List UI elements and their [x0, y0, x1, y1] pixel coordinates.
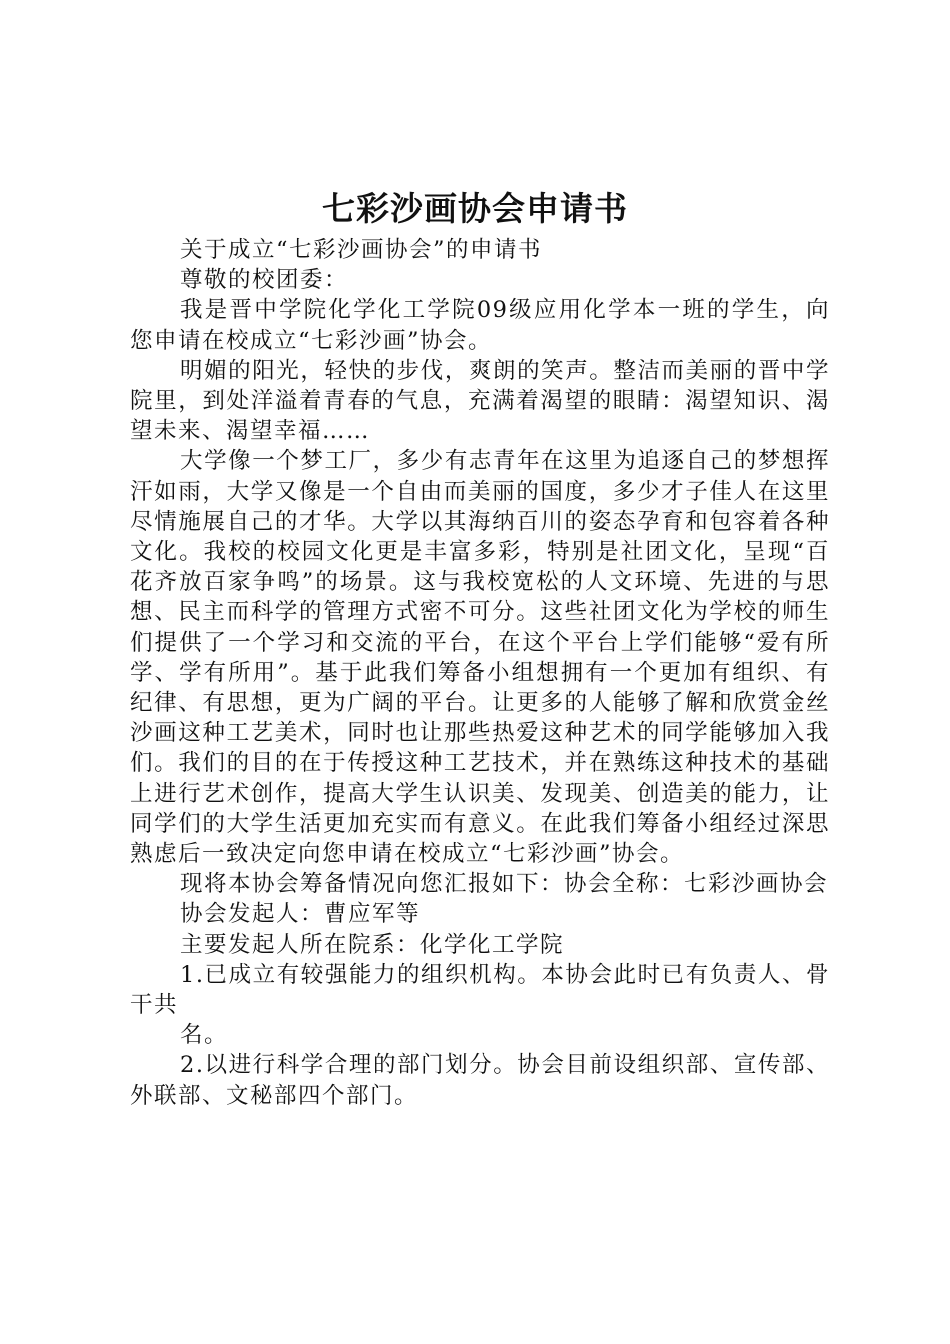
list-item: 1.已成立有较强能力的组织机构。本协会此时已有负责人、骨干共 [130, 961, 830, 1019]
subject-line: 关于成立“七彩沙画协会”的申请书 [180, 237, 543, 263]
list-item-continuation: 名。 [180, 1022, 229, 1049]
salutation: 尊敬的校团委： [180, 267, 349, 294]
list-item: 2.以进行科学合理的部门划分。协会目前设组织部、宣传部、外联部、文秘部四个部门。 [130, 1052, 830, 1109]
body-paragraph: 大学像一个梦工厂，多少有志青年在这里为追逐自己的梦想挥汗如雨，大学又像是一个自由而美丽的国度，多少才子佳人在这里尽情施展自己的才华。大学以其海纳百川的姿态孕育和包容着各种文化。我校的校园文化更是丰富多彩，特别是社团文化，呈现“百花齐放百家争鸣”的场景。这与我校宽松的人文环境、先进的与思想、民主而科学的管理方式密不可分。这些社团文化为学校的师生们提供了一个学习和交流的平台，在这个平台上学们能够“爱有所学、学有所用”。基于此我们筹备小组想拥有一个更加有组织、有纪律、有思想，更为广阔的平台。让更多的人能够了解和欣赏金丝沙画这种工艺美术，同时也让那些热爱这种艺术的同学能够加入我们。我们的目的在于传授这种工艺技术，并在熟练这种技术的基础上进行艺术创作，提高大学生认识美、发现美、创造美的能力，让同学们的大学生活更加充实而有意义。在此我们筹备小组经过深思熟虑后一致决定向您申请在校成立“七彩沙画”协会。 [130, 448, 830, 868]
info-line: 主要发起人所在院系：化学化工学院 [180, 931, 565, 958]
document-title: 七彩沙画协会申请书 [322, 189, 628, 228]
body-paragraph: 现将本协会筹备情况向您汇报如下：协会全称：七彩沙画协会 [180, 871, 829, 898]
document-body [130, 235, 830, 1111]
body-paragraph: 我是晋中学院化学化工学院09级应用化学本一班的学生，向您申请在校成立“七彩沙画”协会。 [130, 297, 830, 354]
body-paragraph: 明媚的阳光，轻快的步伐，爽朗的笑声。整洁而美丽的晋中学院里，到处洋溢着青春的气息，充满着渴望的眼睛：渴望知识、渴望未来、渴望幸福…… [130, 357, 830, 445]
info-line: 协会发起人：曹应军等 [180, 901, 421, 928]
